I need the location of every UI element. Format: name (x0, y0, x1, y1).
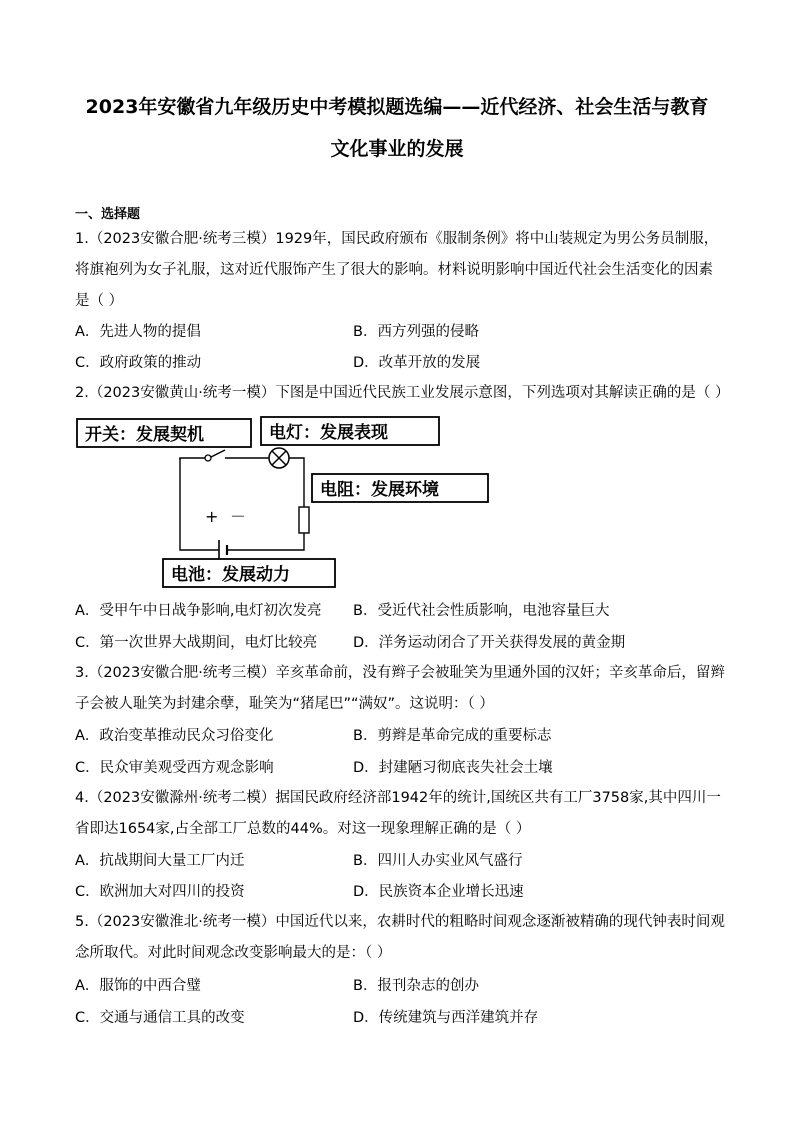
q3-option-a[interactable]: A．政治变革推动民众习俗变化 (75, 728, 274, 744)
page-title (60, 86, 734, 170)
q2-option-d[interactable]: D．洋务运动闭合了开关获得发展的黄金期 (353, 635, 626, 651)
q4-option-d[interactable]: D．民族资本企业增长迅速 (353, 884, 524, 900)
minus-sign: － (230, 507, 247, 526)
q5-option-b[interactable]: B．报刊杂志的创办 (353, 978, 479, 994)
q4-option-c[interactable]: C．欧洲加大对四川的投资 (75, 884, 245, 900)
q2-option-a[interactable]: A．受甲午中日战争影响,电灯初次发亮 (75, 603, 322, 619)
q1-option-c[interactable]: C．政府政策的推动 (75, 355, 202, 371)
q5-option-a[interactable]: A．服饰的中西合璧 (75, 978, 201, 994)
question-5-text: 5.（2023安徽淮北·统考一模）中国近代以来，农耕时代的粗略时间观念逐渐被精确的现代钟表时间观念所取代。对此时间观念改变影响最大的是：（ ） (75, 914, 725, 961)
plus-sign: + (205, 507, 219, 526)
q3-option-c[interactable]: C．民众审美观受西方观念影响 (75, 760, 274, 776)
question-1-text: 1.（2023安徽合肥·统考三模）1929年，国民政府颁布《服制条例》将中山装规定为男公务员制服，将旗袍列为女子礼服，这对近代服饰产生了很大的影响。材料说明影响中国近代社会生活变化的因素是（ ） (75, 231, 719, 309)
question-2-text: 2.（2023安徽黄山·统考一模）下图是中国近代民族工业发展示意图，下列选项对其解读正确的是（ ） (75, 385, 730, 401)
q5-option-c[interactable]: C．交通与通信工具的改变 (75, 1010, 245, 1026)
wire-left (180, 458, 219, 550)
section-heading: 一、选择题 (75, 207, 141, 222)
q1-option-b[interactable]: B．西方列强的侵略 (353, 324, 479, 340)
title-line-2: 文化事业的发展 (330, 138, 464, 160)
lamp-label: 电灯：发展表现 (269, 423, 388, 443)
battery-icon (219, 540, 227, 560)
question-4-text: 4.（2023安徽滁州·统考二模）据国民政府经济部1942年的统计,国统区共有工厂3758家,其中四川一省即达1654家,占全部工厂总数的44%。对这一现象理解正确的是（ ） (75, 790, 721, 837)
q1-option-a[interactable]: A．先进人物的提倡 (75, 324, 201, 340)
q5-option-d[interactable]: D．传统建筑与西洋建筑并存 (353, 1010, 539, 1026)
q4-option-b[interactable]: B．四川人办实业风气盛行 (353, 853, 523, 869)
q2-option-c[interactable]: C．第一次世界大战期间，电灯比较亮 (75, 635, 318, 651)
resistor-label: 电阻：发展环境 (320, 480, 439, 500)
q2-option-b[interactable]: B．受近代社会性质影响，电池容量巨大 (353, 603, 610, 619)
resistor-icon (299, 507, 309, 533)
wire-bottom (227, 533, 304, 550)
q3-option-b[interactable]: B．剪辫是革命完成的重要标志 (353, 728, 552, 744)
title-line-1: 2023年安徽省九年级历史中考模拟题选编——近代经济、社会生活与教育 (85, 96, 709, 118)
question-3-text: 3.（2023安徽合肥·统考三模）辛亥革命前，没有辫子会被耻笑为里通外国的汉奸；辛亥革命后，留辫子会被人耻笑为封建余孽，耻笑为“猪尾巴”“满奴”。这说明：（ ） (75, 665, 725, 712)
lamp-icon (269, 448, 289, 468)
battery-label: 电池：发展动力 (171, 565, 290, 585)
wire-right (289, 458, 304, 507)
q1-option-d[interactable]: D．改革开放的发展 (353, 355, 481, 371)
q3-option-d[interactable]: D．封建陋习彻底丧失社会土壤 (353, 760, 553, 776)
switch-label: 开关：发展契机 (85, 425, 204, 445)
circuit-diagram (75, 416, 495, 592)
switch-icon (205, 450, 225, 461)
q4-option-a[interactable]: A．抗战期间大量工厂内迁 (75, 853, 245, 869)
